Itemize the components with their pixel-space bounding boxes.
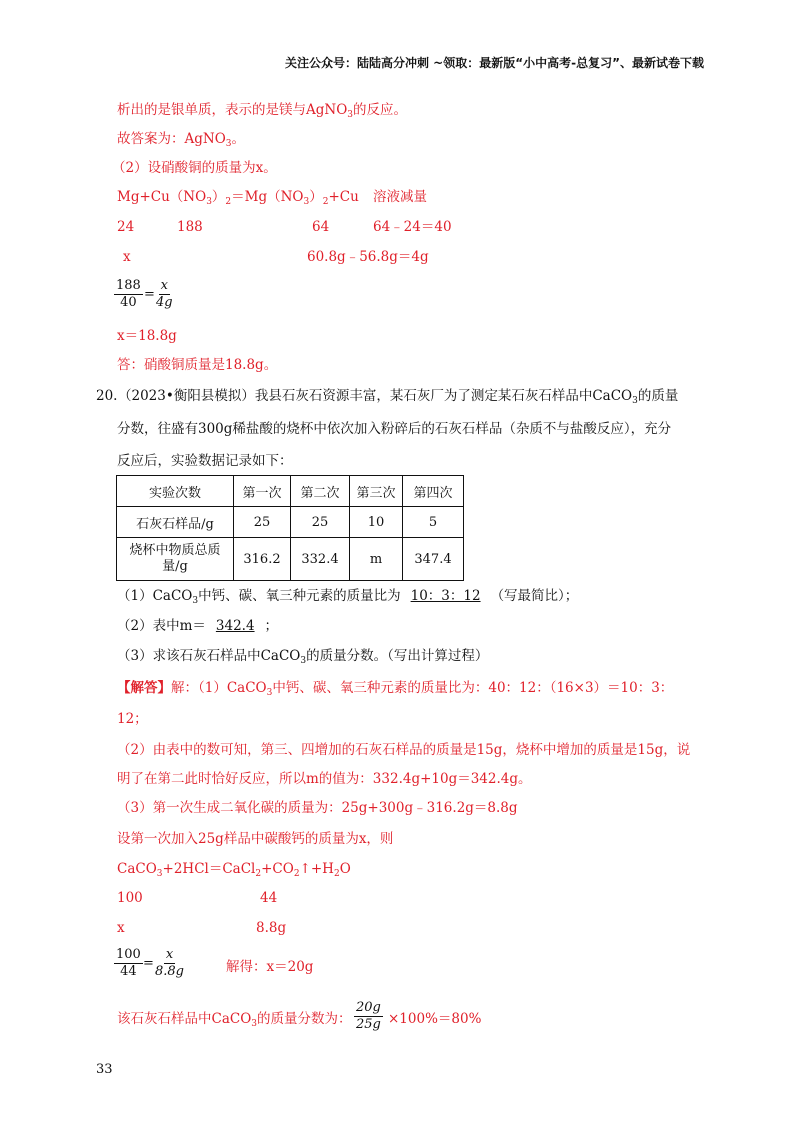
page-header: 关注公众号：陆陆高分冲刺 ~领取：最新版“小中高考-总复习”、最新试卷下载 [285, 56, 704, 70]
subscript: 3 [192, 596, 199, 606]
subscript: 3 [206, 197, 212, 207]
subscript: 3 [251, 1019, 258, 1029]
table-cell: 第一次 [234, 476, 291, 507]
question-3 [117, 647, 488, 665]
table-cell: 10 [350, 507, 403, 538]
prev-result: x＝18.8g [117, 328, 177, 344]
problem-text-2: 分数，往盛有300g稀盐酸的烧杯中依次加入粉碎后的石灰石样品（杂质不与盐酸反应），充分 [117, 421, 672, 437]
q1-answer: 10：3：12 [410, 588, 481, 604]
prev-equation [117, 188, 359, 206]
solution-fraction-right [153, 947, 186, 980]
prev-line-1-text: 析出的是银单质，表示的是镁与AgNO [117, 102, 348, 118]
solution-line-2a: （2）由表中的数可知，第三、四增加的石灰石样品的质量是15g，烧杯中增加的质量是15g，说 [117, 742, 691, 758]
prev-line-2-text: 故答案为：AgNO [117, 131, 226, 147]
table-row [117, 538, 464, 581]
prev-frac-equals: = [144, 287, 155, 302]
solution-text: 解：（1）CaCO [171, 680, 267, 696]
problem-text-3: 反应后，实验数据记录如下： [117, 453, 293, 469]
table-cell: 25 [291, 507, 350, 538]
solution-line-4: 设第一次加入25g样品中碳酸钙的质量为x，则 [117, 831, 394, 847]
table-cell: 第二次 [291, 476, 350, 507]
frac-denominator: 8.8g [155, 964, 184, 979]
subscript: 3 [266, 688, 273, 698]
solution-line-1c: 12； [117, 711, 148, 727]
frac-numerator: 188 [116, 278, 141, 293]
frac-numerator: 20g [356, 1000, 381, 1015]
table-cell: 332.4 [291, 538, 350, 581]
table-row [117, 507, 464, 538]
q3-text: 的质量分数。（写出计算过程） [306, 648, 489, 664]
frac-denominator: 4g [156, 295, 173, 310]
problem-text-1 [118, 387, 678, 405]
prev-num-24: 24 [117, 219, 135, 235]
eq-part: ） [309, 189, 323, 205]
solution-num-44: 44 [260, 890, 278, 906]
table-cell: 347.4 [403, 538, 464, 581]
prev-var-x: x [123, 249, 131, 265]
table-cell: 第四次 [403, 476, 464, 507]
frac-denominator: 25g [356, 1017, 381, 1032]
prev-line-1 [117, 101, 407, 119]
page-number: 33 [96, 1062, 113, 1077]
eq-part: +2HCl＝CaCl [162, 861, 256, 877]
table-cell: 实验次数 [117, 476, 234, 507]
eq-part: Mg+Cu（NO [117, 189, 207, 205]
prev-line-3: （2）设硝酸铜的质量为x。 [112, 160, 277, 176]
problem-number: 20. [96, 388, 118, 404]
solution-tag: 【解答】 [117, 680, 171, 696]
subscript: 2 [255, 869, 262, 879]
subscript: 2 [293, 869, 300, 879]
prev-num-188: 188 [177, 219, 203, 235]
prev-answer: 答：硝酸铜质量是18.8g。 [117, 357, 278, 373]
prev-fraction-right [154, 278, 175, 311]
solution-line-1 [117, 679, 673, 697]
solution-num-100: 100 [117, 890, 143, 906]
solution-solve: 解得：x＝20g [226, 959, 314, 975]
q1-text: 中钙、碳、氧三种元素的质量比为 [198, 588, 401, 604]
q2-text: ； [264, 618, 279, 634]
solution-fraction-left [114, 947, 143, 980]
table-cell: 316.2 [234, 538, 291, 581]
final-text: 该石灰石样品中CaCO [117, 1011, 252, 1027]
table-cell: 5 [403, 507, 464, 538]
frac-numerator: x [165, 947, 174, 962]
solution-var-mass: 8.8g [256, 920, 287, 936]
problem-text-1b: 的质量 [637, 388, 679, 404]
eq-part: O [339, 861, 351, 877]
table-cell: m [350, 538, 403, 581]
prev-line-2 [117, 130, 245, 148]
q1-text: （1）CaCO [117, 588, 193, 604]
question-1 [117, 587, 578, 605]
table-cell: 25 [234, 507, 291, 538]
frac-denominator: 44 [120, 964, 137, 979]
frac-numerator: 100 [116, 947, 141, 962]
solution-line-3: （3）第一次生成二氧化碳的质量为：25g+300g﹣316.2g＝8.8g [117, 800, 518, 816]
eq-part: ↑+H [299, 861, 334, 877]
eq-part: +CO [261, 861, 294, 877]
subscript: 2 [225, 197, 232, 207]
solution-equation [117, 860, 351, 878]
subscript: 3 [300, 656, 307, 666]
subscript: 2 [333, 869, 340, 879]
table-cell: 烧杯中物质总质量/g [117, 538, 234, 581]
solution-frac-equals: = [143, 956, 154, 971]
solution-final-result: ×100%＝80% [388, 1011, 482, 1027]
eq-part: +Cu [328, 189, 359, 205]
final-text: 的质量分数为： [257, 1011, 352, 1027]
frac-denominator: 40 [120, 295, 137, 310]
q1-text: （写最简比）； [490, 588, 579, 604]
table-cell: 第三次 [350, 476, 403, 507]
q2-answer: 342.4 [215, 618, 255, 634]
subscript: 3 [347, 110, 354, 120]
frac-numerator: x [160, 278, 168, 293]
q2-text: （2）表中m＝ [117, 618, 206, 634]
prev-fraction-left [114, 278, 143, 311]
solution-text: 中钙、碳、氧三种元素的质量比为：40：12：（16×3）＝10：3： [272, 680, 674, 696]
solution-final-text [117, 1010, 352, 1028]
q3-text: （3）求该石灰石样品中CaCO [117, 648, 301, 664]
prev-line-1-end: 的反应。 [353, 102, 408, 118]
eq-part: ） [211, 189, 226, 205]
solution-var-x: x [117, 920, 125, 936]
subscript: 3 [225, 139, 232, 149]
solution-final-fraction [354, 1000, 383, 1033]
eq-part: ＝Mg（NO [231, 189, 304, 205]
solution-line-2b: 明了在第二此时恰好反应，所以m的值为：332.4g+10g＝342.4g。 [117, 771, 532, 787]
question-2 [117, 617, 278, 635]
eq-part: CaCO [117, 861, 157, 877]
subscript: 3 [303, 197, 310, 207]
problem-text-1a: （2023•衡阳县模拟）我县石灰石资源丰富，某石灰厂为了测定某石灰石样品中CaCO [118, 388, 633, 404]
experiment-table [116, 475, 464, 581]
prev-num-64: 64 [312, 219, 330, 235]
prev-line-2-end: 。 [231, 131, 246, 147]
prev-var-mass: 60.8g﹣56.8g＝4g [307, 249, 429, 265]
table-header-row [117, 476, 464, 507]
subscript: 3 [632, 396, 638, 406]
subscript: 2 [322, 197, 329, 207]
subscript: 3 [156, 869, 163, 879]
table-cell: 石灰石样品/g [117, 507, 234, 538]
prev-eq-note: 溶液减量 [373, 189, 427, 205]
prev-num-diff: 64﹣24＝40 [373, 219, 452, 235]
